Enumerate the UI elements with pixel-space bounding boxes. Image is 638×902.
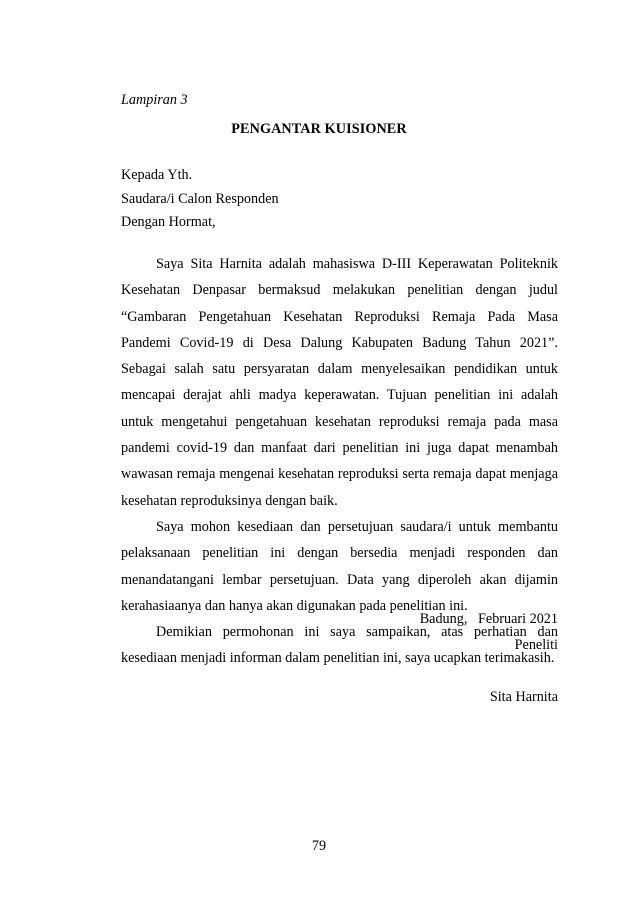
greeting-line: Dengan Hormat, (121, 214, 216, 230)
signer-role: Peneliti (514, 637, 558, 653)
page-number: 79 (311, 838, 327, 854)
paragraph-closing: Demikian permohonan ini saya sampaikan, atas perhatian dan kesediaan menjadi informan dalam penelitian ini, saya ucapkan terimakasih. (121, 624, 558, 667)
addressee-line: Kepada Yth. (121, 167, 193, 183)
attachment-label: Lampiran 3 (121, 92, 188, 108)
recipient-line: Saudara/i Calon Responden (121, 190, 279, 207)
place-date: Badung, Februari 2021 (419, 611, 558, 627)
signature-block (420, 606, 558, 710)
document-title: PENGANTAR KUISIONER (231, 121, 407, 137)
salutation-block (121, 164, 279, 235)
paragraph-request: Saya mohon kesediaan dan persetujuan saudara/i untuk membantu pelaksanaan penelitian ini dengan bersedia menjadi responden dan menandatangani lembar persetujuan. Data yang diperoleh akan dijamin kerahasiaanya dan hanya akan digunakan pada penelitian ini. (121, 518, 558, 614)
paragraph-introduction: Saya Sita Harnita adalah mahasiswa D-III Keperawatan Politeknik Kesehatan Denpasar bermaksud melakukan penelitian dengan judul “Gambaran Pengetahuan Kesehatan Reproduksi Remaja Pada Masa Pandemi Covid-19 di Desa Dalung Kabupaten Badung Tahun 2021”. Sebagai salah satu persyaratan dalam menyelesaikan pendidikan untuk mencapai derajat ahli madya keperawatan. Tujuan penelitian ini adalah untuk mengetahui pengetahuan kesehatan reproduksi remaja pada masa pandemi covid-19 dan manfaat dari penelitian ini juga dapat menambah wawasan remaja mengenai kesehatan reproduksi serta remaja dapat menjaga kesehatan reproduksinya dengan baik. (121, 256, 558, 509)
signer-name: Sita Harnita (489, 689, 558, 705)
signature-gap (420, 658, 558, 684)
